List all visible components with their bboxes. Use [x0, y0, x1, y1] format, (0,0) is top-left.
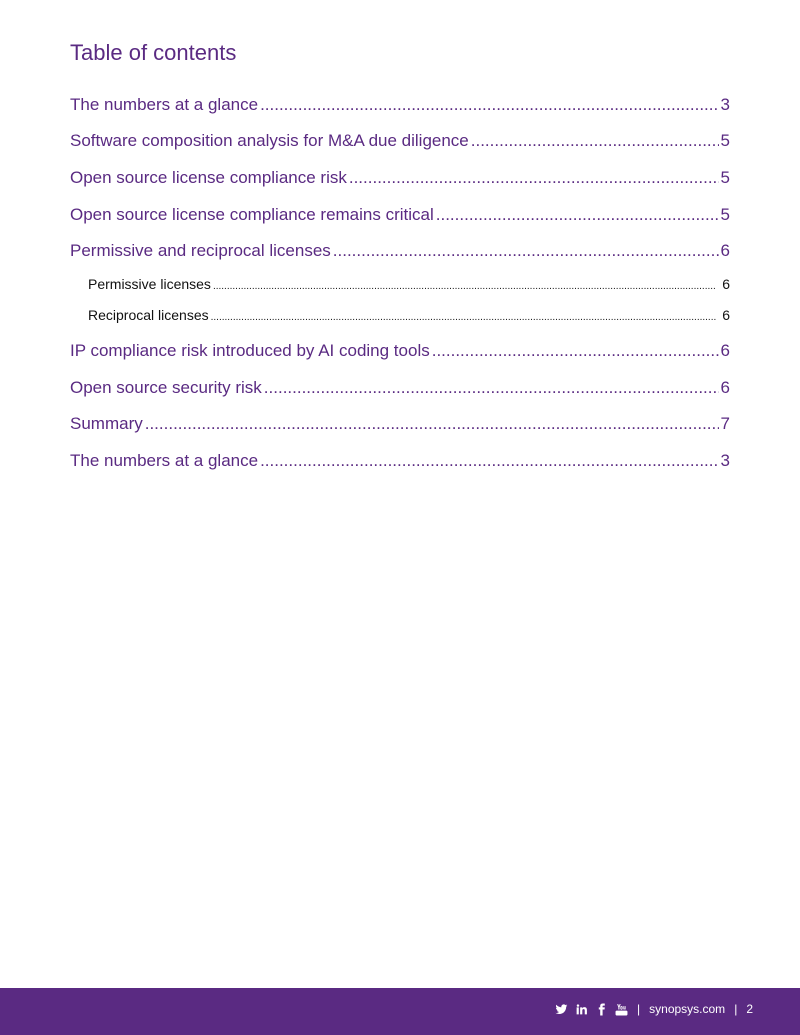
toc-entry-page: 6: [720, 241, 730, 260]
dot-leader: [432, 340, 719, 362]
toc-entry-label: Software composition analysis for M&A due diligence: [70, 131, 469, 150]
footer-separator: |: [734, 1002, 738, 1016]
toc-entry-page: 3: [720, 451, 730, 470]
footer-links: [554, 1002, 753, 1016]
toc-entry-label: Open source license compliance risk: [70, 168, 347, 187]
toc-entry-numbers-at-a-glance-repeat[interactable]: [70, 450, 730, 472]
toc-entry-page: 3: [720, 95, 730, 114]
toc-entry-page: 5: [720, 131, 730, 150]
twitter-icon[interactable]: [554, 1002, 568, 1016]
dot-leader: [213, 275, 716, 296]
dot-leader: [145, 413, 719, 435]
toc-entry-page: 7: [720, 414, 730, 433]
toc-entry-label: Permissive and reciprocal licenses: [70, 241, 331, 260]
toc-entry-page: 6: [720, 378, 730, 397]
dot-leader: [260, 450, 718, 472]
page-title: Table of contents: [70, 40, 237, 65]
toc-entry-license-compliance-critical[interactable]: [70, 204, 730, 226]
toc-entry-page: 5: [720, 205, 730, 224]
dot-leader: [471, 130, 719, 152]
dot-leader: [349, 167, 719, 189]
toc-entry-ip-compliance-ai[interactable]: [70, 340, 730, 362]
toc-entry-summary[interactable]: [70, 413, 730, 435]
youtube-icon[interactable]: [614, 1002, 628, 1016]
toc-entry-security-risk[interactable]: [70, 377, 730, 399]
footer-site-link[interactable]: synopsys.com: [649, 1002, 726, 1016]
toc-entry-label: Open source security risk: [70, 378, 262, 397]
toc-entry-page: 6: [720, 341, 730, 360]
toc-entry-software-composition-analysis[interactable]: [70, 130, 730, 152]
footer-page-number: 2: [746, 1002, 753, 1016]
toc-entry-numbers-at-a-glance[interactable]: [70, 94, 730, 116]
dot-leader: [264, 377, 719, 399]
toc-entry-page: 5: [720, 168, 730, 187]
toc-entry-label: Permissive licenses: [88, 276, 211, 292]
dot-leader: [436, 204, 719, 226]
toc-entry-page: 6: [722, 276, 730, 292]
dot-leader: [260, 94, 718, 116]
facebook-icon[interactable]: [594, 1002, 608, 1016]
toc-entry-label: Open source license compliance remains critical: [70, 205, 434, 224]
linkedin-icon[interactable]: [574, 1002, 588, 1016]
toc-subentry-permissive-licenses[interactable]: [88, 275, 730, 296]
dot-leader: [333, 240, 719, 262]
page-footer: [0, 988, 800, 1035]
toc-entry-permissive-and-reciprocal[interactable]: [70, 240, 730, 262]
toc-entry-label: IP compliance risk introduced by AI coding tools: [70, 341, 430, 360]
toc-entry-license-compliance-risk[interactable]: [70, 167, 730, 189]
toc-entry-label: The numbers at a glance: [70, 451, 259, 470]
toc-entry-label: Reciprocal licenses: [88, 307, 209, 323]
toc-subentry-reciprocal-licenses[interactable]: [88, 306, 730, 327]
toc-entry-label: The numbers at a glance: [70, 95, 259, 114]
toc-entry-label: Summary: [70, 414, 143, 433]
footer-separator: |: [637, 1002, 641, 1016]
toc-entry-page: 6: [722, 307, 730, 323]
dot-leader: [211, 306, 717, 327]
